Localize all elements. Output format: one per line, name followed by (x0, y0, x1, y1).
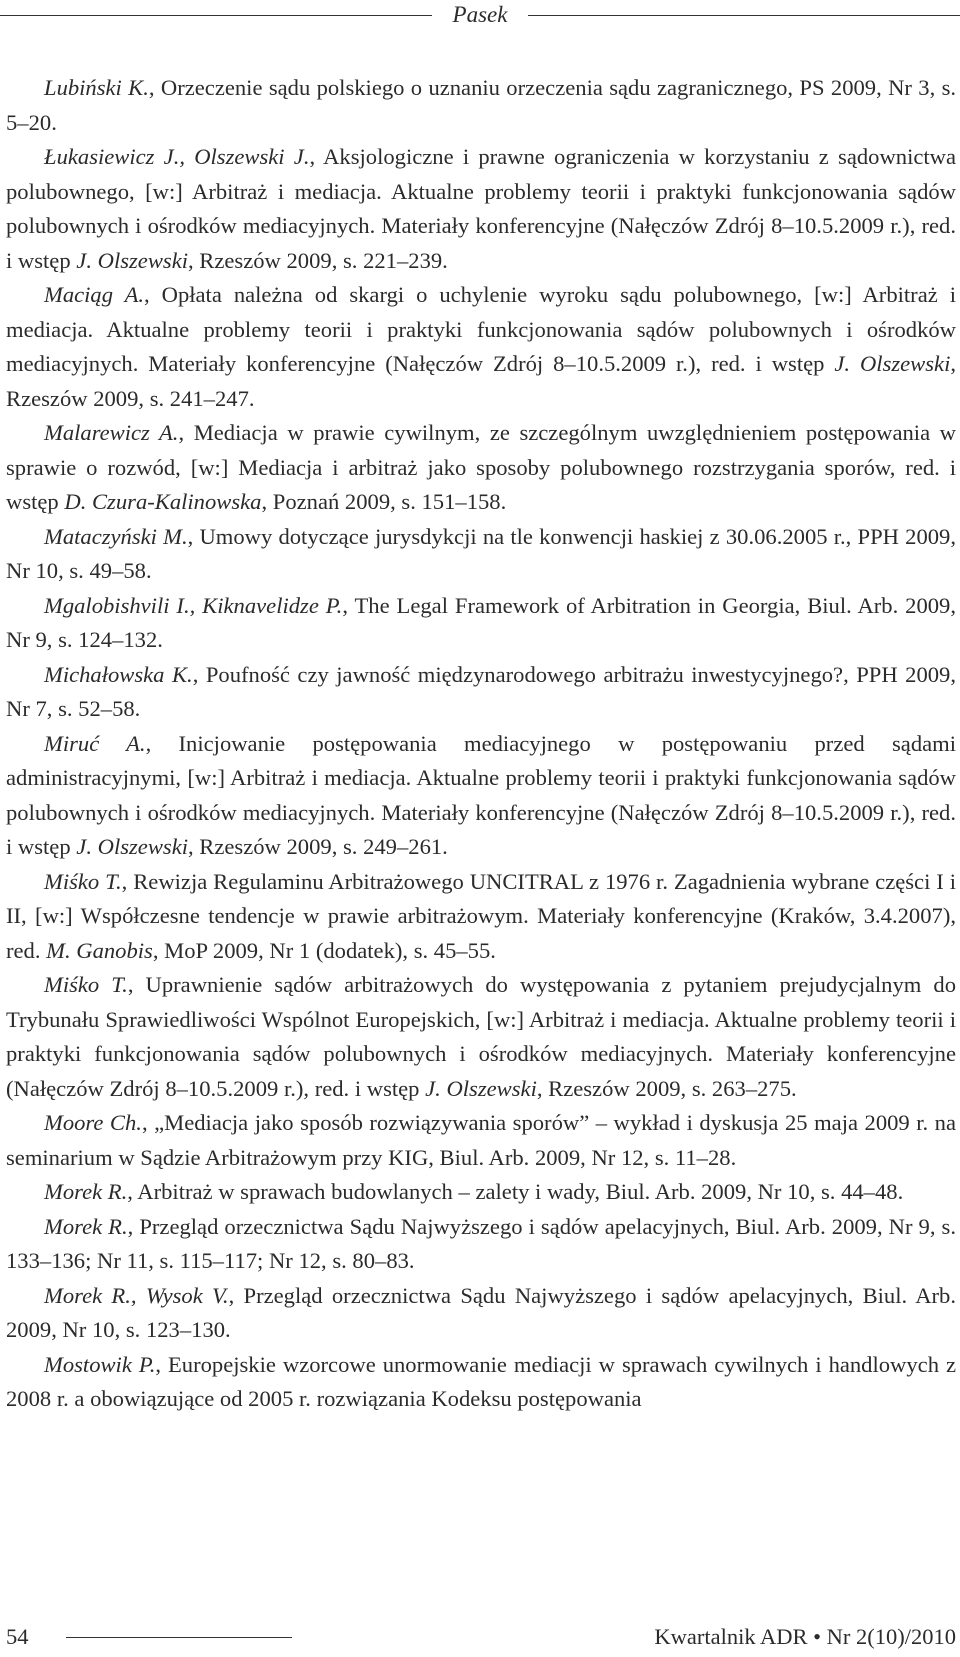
entry-text: , Orzeczenie sądu polskiego o uznaniu orzeczenia sądu zagranicznego, PS 2009, Nr 3, s. 5–20. (6, 75, 957, 135)
entry-tail: , Rzeszów 2009, s. 263–275. (536, 1075, 797, 1101)
entry-author: Miśko T. (44, 868, 122, 894)
bibliography-entry (6, 865, 956, 969)
bibliography-entry (6, 658, 956, 727)
entry-author: Mostowik P. (44, 1351, 156, 1377)
entry-tail: , MoP 2009, Nr 1 (dodatek), s. 45–55. (152, 937, 496, 963)
entry-author: Miśko T. (44, 972, 128, 997)
bibliography-entry (6, 416, 956, 520)
entry-text: , Aksjologiczne i prawne ograniczenia w korzystaniu z sądownictwa polubownego, [w:] Arbitraż i mediacja. Aktualne problemy teorii i praktyki funkcjonowania sądów polubownych i ośrodków mediacyjnych. Materiały konferencyjne (Nałęczów Zdrój 8–10.5.2009 r.), red. i wstęp (6, 144, 956, 273)
entry-author: Morek R. (44, 1179, 128, 1204)
entry-editor: M. Ganobis (46, 937, 153, 963)
entry-author: Morek R. (44, 1213, 128, 1239)
header-rule-left (0, 15, 432, 16)
bibliography-list (6, 71, 956, 1417)
bibliography-entry (6, 1106, 956, 1175)
entry-text: , Inicjowanie postępowania mediacyjnego w postępowaniu przed sądami administracyjnymi, [w:] Arbitraż i mediacja. Aktualne problemy teorii i praktyki funkcjonowania sądów polubownych i ośrodków mediacyjnych. Materiały konferencyjne (Nałęczów Zdrój 8–10.5.2009 r.), red. i wstęp (6, 730, 956, 859)
bibliography-entry (6, 1175, 956, 1210)
bibliography-entry (6, 278, 956, 416)
bibliography-entry (6, 71, 956, 140)
entry-tail: , Poznań 2009, s. 151–158. (261, 489, 507, 514)
entry-author: Michałowska K. (44, 661, 193, 687)
entry-text: , Uprawnienie sądów arbitrażowych do występowania z pytaniem prejudycjalnym do Trybunału Sprawiedliwości Wspólnot Europejskich, [w:] Arbitraż i mediacja. Aktualne problemy teorii i praktyki funkcjonowania sądów polubownych i ośrodków mediacyjnych. Materiały konferencyjne (Nałęczów Zdrój 8–10.5.2009 r.), red. i wstęp (6, 972, 957, 1101)
entry-author: Malarewicz A. (44, 420, 179, 445)
bibliography-entry (6, 1348, 956, 1417)
entry-editor: J. Olszewski (425, 1075, 537, 1101)
header-rule-right (528, 15, 960, 16)
entry-text: , The Legal Framework of Arbitration in Georgia, Biul. Arb. 2009, Nr 9, s. 124–132. (6, 592, 957, 652)
bibliography-entry (6, 727, 956, 865)
entry-text: , Arbitraż w sprawach budowlanych – zalety i wady, Biul. Arb. 2009, Nr 10, s. 44–48. (127, 1179, 904, 1204)
entry-text: , Poufność czy jawność międzynarodowego arbitrażu inwestycyjnego?, PPH 2009, Nr 7, s. 52–58. (6, 661, 956, 721)
bibliography-entry (6, 1210, 956, 1279)
bibliography-entry (6, 589, 956, 658)
entry-author: Łukasiewicz J., Olszewski J. (44, 144, 310, 169)
entry-text: , Europejskie wzorcowe unormowanie mediacji w sprawach cywilnych i handlowych z 2008 r. a obowiązujące od 2005 r. rozwiązania Kodeksu postępowania (6, 1351, 956, 1411)
bibliography-entry (6, 520, 956, 589)
entry-text: , Mediacja w prawie cywilnym, ze szczególnym uwzględnieniem postępowania w sprawie o rozwód, [w:] Mediacja i arbitraż jako sposoby polubownego rozstrzygania sporów, red. i wstęp (6, 420, 956, 514)
entry-editor: J. Olszewski (834, 351, 951, 376)
entry-text: , „Mediacja jako sposób rozwiązywania sporów” – wykład i dyskusja 25 maja 2009 r. na seminarium w Sądzie Arbitrażowym przy KIG, Biul. Arb. 2009, Nr 12, s. 11–28. (6, 1110, 956, 1170)
journal-title: Kwartalnik ADR • Nr 2(10)/2010 (654, 1624, 956, 1649)
entry-text: , Przegląd orzecznictwa Sądu Najwyższego i sądów apelacyjnych, Biul. Arb. 2009, Nr 9, s. 133–136; Nr 11, s. 115–117; Nr 12, s. 80–83. (6, 1213, 956, 1273)
entry-text: , Umowy dotyczące jurysdykcji na tle konwencji haskiej z 30.06.2005 r., PPH 2009, Nr 10, s. 49–58. (6, 523, 956, 583)
entry-author: Lubiński K. (44, 75, 149, 100)
running-head-title: Pasek (452, 2, 508, 27)
entry-author: Moore Ch. (44, 1110, 142, 1135)
bibliography-entry (6, 1279, 956, 1348)
entry-text: , Przegląd orzecznictwa Sądu Najwyższego i sądów apelacyjnych, Biul. Arb. 2009, Nr 10, s. 123–130. (6, 1282, 956, 1342)
running-head (0, 0, 960, 32)
bibliography-entry (6, 140, 956, 278)
footer-rule (66, 1637, 292, 1638)
page-number: 54 (6, 1624, 29, 1649)
bibliography-entry (6, 968, 956, 1106)
entry-author: Maciąg A. (44, 282, 145, 307)
entry-editor: D. Czura-Kalinowska (64, 489, 262, 514)
entry-tail: , Rzeszów 2009, s. 241–247. (6, 351, 957, 411)
entry-tail: , Rzeszów 2009, s. 221–239. (188, 247, 448, 273)
entry-editor: J. Olszewski (76, 247, 188, 273)
entry-author: Miruć A. (44, 730, 146, 756)
entry-author: Mataczyński M. (44, 523, 188, 549)
entry-author: Mgalobishvili I., Kiknavelidze P. (44, 592, 343, 618)
entry-editor: J. Olszewski (76, 834, 188, 859)
page-footer (0, 1620, 960, 1654)
entry-author: Morek R., Wysok V. (44, 1282, 229, 1308)
entry-text: , Rewizja Regulaminu Arbitrażowego UNCITRAL z 1976 r. Zagadnienia wybrane części I i II, [w:] Współczesne tendencje w prawie arbitrażowym. Materiały konferencyjne (Kraków, 3.4.2007), red. (6, 868, 956, 963)
entry-tail: , Rzeszów 2009, s. 249–261. (188, 834, 448, 859)
entry-text: , Opłata należna od skargi o uchylenie wyroku sądu polubownego, [w:] Arbitraż i mediacja. Aktualne problemy teorii i praktyki funkcjonowania sądów polubownych i ośrodków mediacyjnych. Materiały konferencyjne (Nałęczów Zdrój 8–10.5.2009 r.), red. i wstęp (6, 282, 956, 376)
